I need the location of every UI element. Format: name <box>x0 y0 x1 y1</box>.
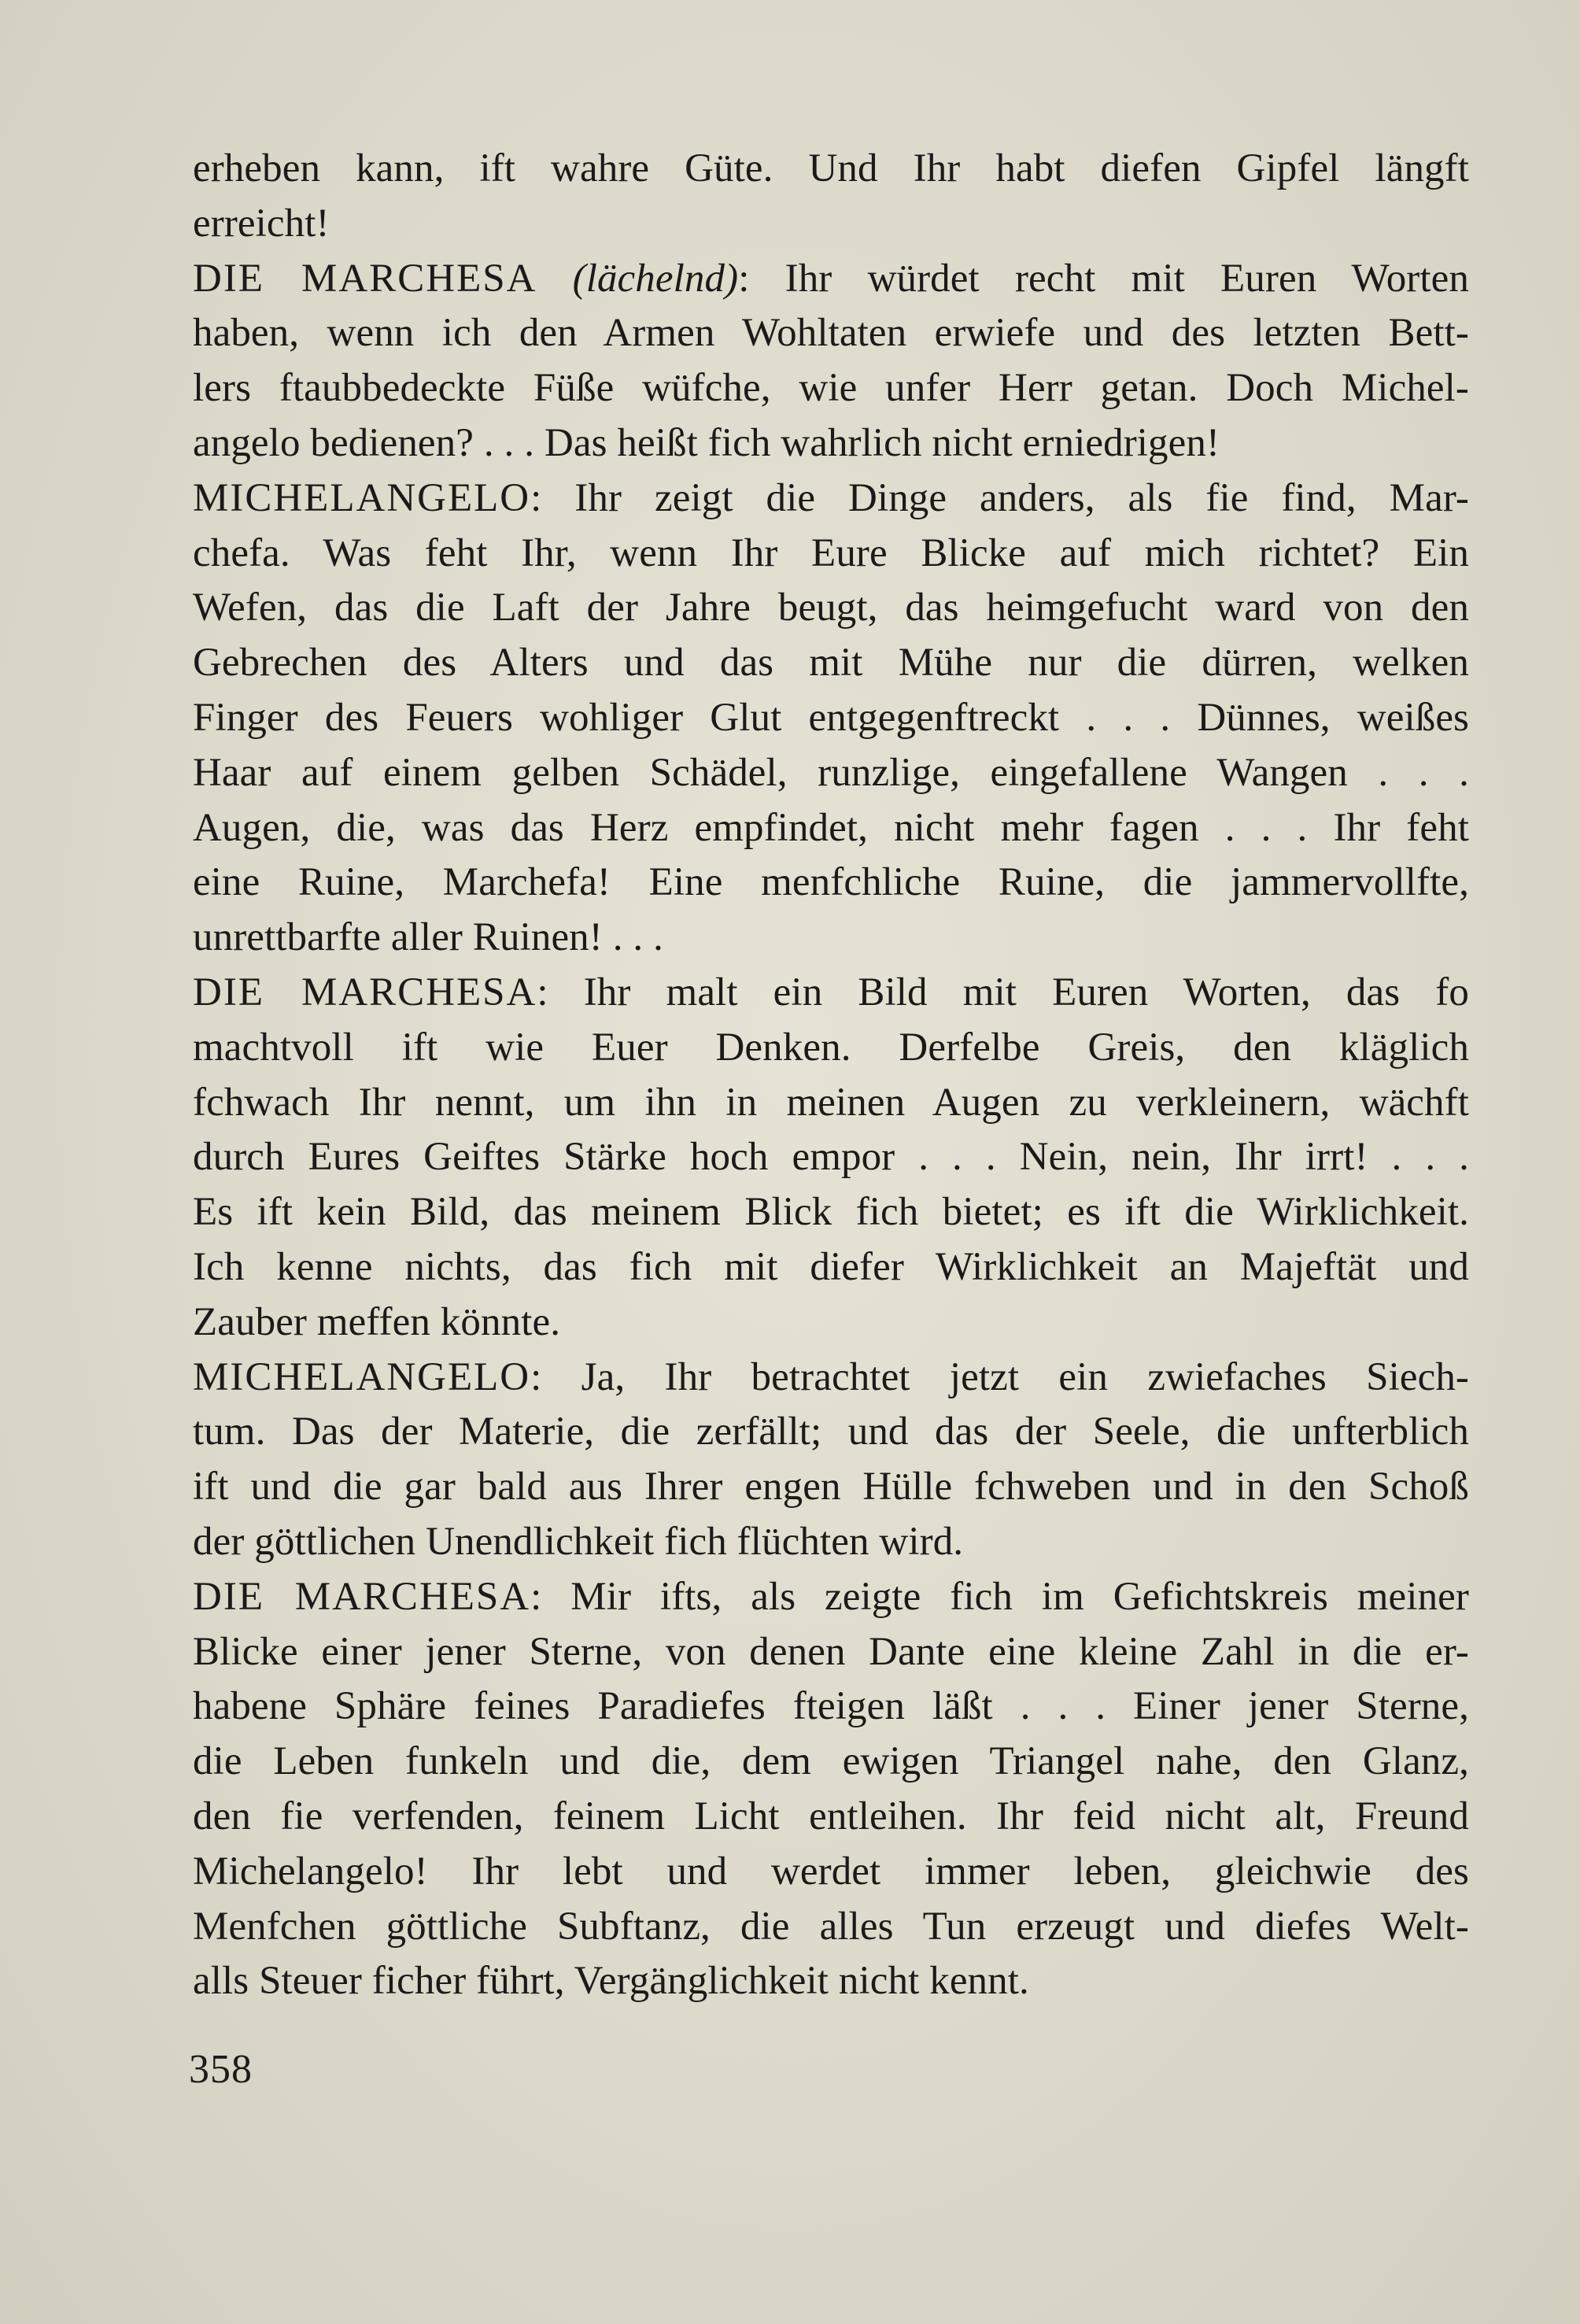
line-text: Menfchen göttliche Subftanz, die alles Tun erzeugt und diefes Welt- <box>193 1904 1469 1949</box>
line-text: erheben kann, ift wahre Güte. Und Ihr habt diefen Gipfel längft <box>193 146 1469 190</box>
line-text: die Leben funkeln und die, dem ewigen Triangel nahe, den Glanz, <box>193 1739 1469 1784</box>
line-text: der göttlichen Unendlichkeit fich flüchten wird. <box>193 1519 964 1564</box>
line-text: Gebrechen des Alters und das mit Mühe nur die dürren, welken <box>193 641 1469 685</box>
text-line <box>193 1900 1469 1955</box>
line-text: ift und die gar bald aus Ihrer engen Hülle fchweben und in den Schoß <box>193 1465 1469 1509</box>
speaker-name: DIE MARCHESA <box>193 256 537 301</box>
speaker-name: DIE MARCHESA <box>193 1574 531 1619</box>
text-line <box>193 361 1469 416</box>
text-line <box>193 1790 1469 1845</box>
text-line <box>193 142 1469 197</box>
line-text: durch Eures Geiftes Stärke hoch empor . . . Nein, nein, Ihr irrt! . . . <box>193 1135 1469 1180</box>
line-text: Wefen, das die Laft der Jahre beugt, das heimgefucht ward von den <box>193 586 1469 630</box>
line-text: Haar auf einem gelben Schädel, runzlige, eingefallene Wangen . . . <box>193 750 1469 795</box>
text-line <box>193 1570 1469 1625</box>
line-text: eine Ruine, Marchefa! Eine menfchliche Ruine, die jammervollfte, <box>193 860 1469 905</box>
line-text: chefa. Was feht Ihr, wenn Ihr Eure Blicke auf mich richtet? Ein <box>193 530 1469 575</box>
page-body-text <box>193 142 1469 2009</box>
text-line <box>193 966 1469 1021</box>
line-text: : Ja, Ihr betrachtet jetzt ein zwiefaches Siech- <box>530 1354 1469 1399</box>
text-line <box>193 1845 1469 1900</box>
text-line <box>193 1954 1469 2009</box>
line-text: den fie verfenden, feinem Licht entleihen. Ihr feid nicht alt, Freund <box>193 1794 1469 1838</box>
text-line <box>193 197 1469 252</box>
text-line <box>193 581 1469 636</box>
text-line <box>193 416 1469 471</box>
text-line <box>193 911 1469 966</box>
text-line <box>193 1240 1469 1295</box>
text-line <box>193 1625 1469 1680</box>
line-text: : Ihr malt ein Bild mit Euren Worten, das fo <box>537 970 1469 1014</box>
line-text: Blicke einer jener Sterne, von denen Dante eine kleine Zahl in die er- <box>193 1629 1469 1674</box>
text-line <box>193 1350 1469 1406</box>
line-text: : Ihr würdet recht mit Euren Worten <box>738 256 1469 301</box>
line-text: fchwach Ihr nennt, um ihn in meinen Augen zu verkleinern, wächft <box>193 1080 1469 1125</box>
line-text: Augen, die, was das Herz empfindet, nicht mehr fagen . . . Ihr feht <box>193 805 1469 850</box>
text-line <box>193 1076 1469 1131</box>
line-text: Michelangelo! Ihr lebt und werdet immer leben, gleichwie des <box>193 1849 1469 1894</box>
line-text: : Ihr zeigt die Dinge anders, als fie find, Mar- <box>530 475 1469 520</box>
line-text: machtvoll ift wie Euer Denken. Derfelbe Greis, den kläglich <box>193 1025 1469 1070</box>
line-text: unrettbarfte aller Ruinen! . . . <box>193 915 663 960</box>
speaker-name: DIE MARCHESA <box>193 970 537 1014</box>
speaker-name: MICHELANGELO <box>193 475 531 520</box>
line-text: Finger des Feuers wohliger Glut entgegenftreckt . . . Dünnes, weißes <box>193 695 1469 740</box>
text-line <box>193 1515 1469 1570</box>
line-text: Es ift kein Bild, das meinem Blick fich bietet; es ift die Wirklichkeit. <box>193 1190 1469 1235</box>
line-text: Ich kenne nichts, das fich mit diefer Wirklichkeit an Majeftät und <box>193 1244 1469 1289</box>
line-text: alls Steuer ficher führt, Vergänglichkeit nicht kennt. <box>193 1959 1029 2004</box>
line-text: : Mir ifts, als zeigte fich im Gefichtskreis meiner <box>530 1574 1469 1619</box>
text-line <box>193 855 1469 911</box>
text-line <box>193 636 1469 691</box>
line-text: lers ftaubbedeckte Füße wüfche, wie unfer Herr getan. Doch Michel- <box>193 366 1469 411</box>
text-line <box>193 746 1469 801</box>
stage-direction: (lächelnd) <box>572 256 739 301</box>
text-line <box>193 691 1469 746</box>
line-text: angelo bedienen? . . . Das heißt fich wahrlich nicht erniedrigen! <box>193 420 1220 465</box>
line-text: tum. Das der Materie, die zerfällt; und das der Seele, die unfterblich <box>193 1410 1469 1454</box>
page-number: 358 <box>189 2047 253 2092</box>
text-line <box>193 252 1469 307</box>
text-line <box>193 801 1469 856</box>
text-line <box>193 1021 1469 1076</box>
text-line <box>193 306 1469 361</box>
text-line <box>193 1405 1469 1460</box>
line-text: erreicht! <box>193 201 330 246</box>
text-line <box>193 1130 1469 1185</box>
text-line <box>193 1679 1469 1735</box>
speaker-name: MICHELANGELO <box>193 1354 531 1399</box>
text-line <box>193 527 1469 582</box>
text-line <box>193 471 1469 527</box>
text-line <box>193 1295 1469 1350</box>
line-text: Zauber meffen könnte. <box>193 1299 561 1344</box>
text-line <box>193 1735 1469 1790</box>
text-line <box>193 1185 1469 1240</box>
line-text: habene Sphäre feines Paradiefes fteigen läßt . . . Einer jener Sterne, <box>193 1684 1469 1729</box>
text-line <box>193 1460 1469 1515</box>
line-text: haben, wenn ich den Armen Wohltaten erwiefe und des letzten Bett- <box>193 311 1469 356</box>
